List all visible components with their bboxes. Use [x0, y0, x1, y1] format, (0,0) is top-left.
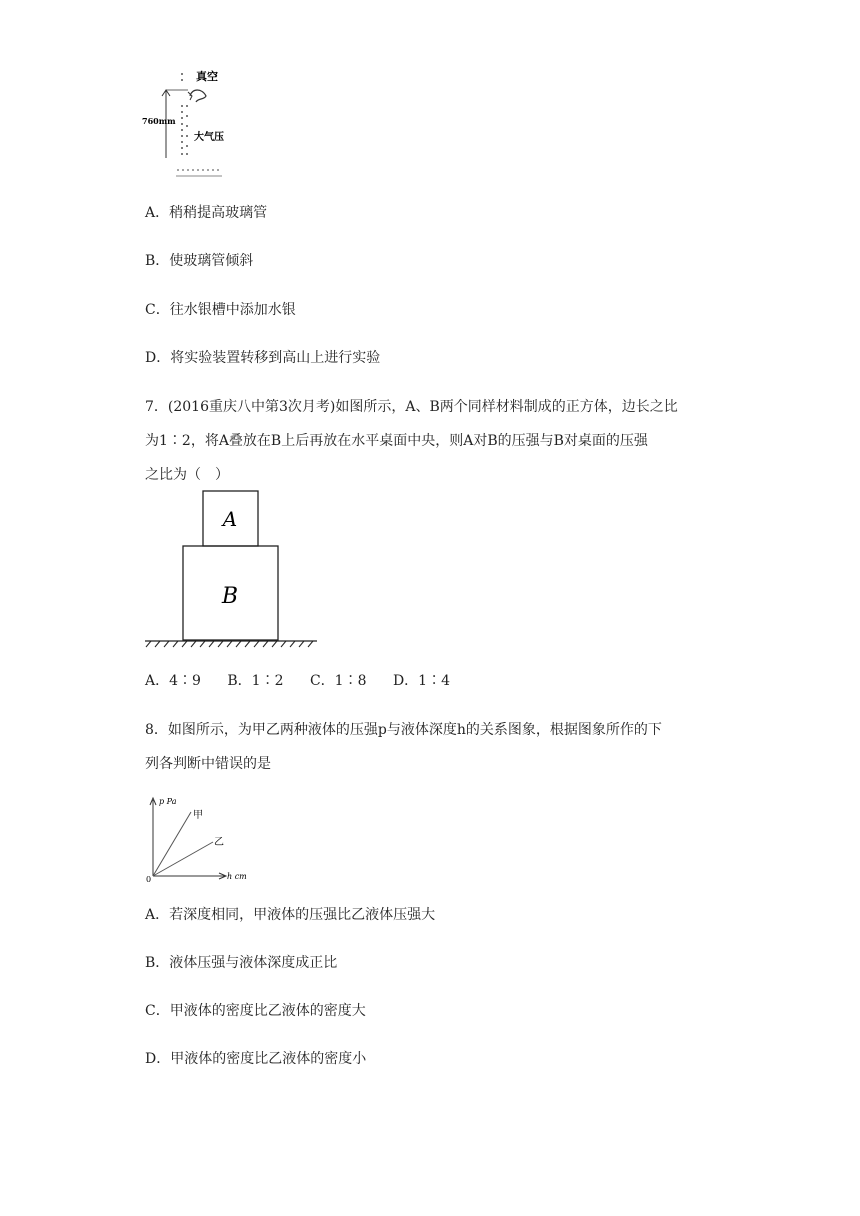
- q8-option-a: A．若深度相同，甲液体的压强比乙液体压强大: [145, 907, 436, 923]
- q7-option-a: A．4∶9: [145, 673, 201, 689]
- q6-option-c: C．往水银槽中添加水银: [145, 302, 296, 318]
- q6-option-d: D．将实验装置转移到高山上进行实验: [145, 350, 381, 366]
- q8-stem-line1: 8．如图所示，为甲乙两种液体的压强p与液体深度h的关系图象，根据图象所作的下: [145, 722, 662, 738]
- origin-label: 0: [146, 875, 152, 884]
- q8-option-d: D．甲液体的密度比乙液体的密度小: [145, 1051, 367, 1067]
- q7-stem-line2: 为1∶2，将A叠放在B上后再放在水平桌面中央，则A对B的压强与B对桌面的压强: [145, 433, 648, 449]
- stacked-blocks-figure: [143, 488, 321, 648]
- line-jia: [153, 812, 191, 876]
- q7-option-c: C．1∶8: [309, 673, 367, 689]
- q8-stem-line2: 列各判断中错误的是: [145, 756, 271, 772]
- glass-tube: [181, 73, 188, 155]
- atm-label: 大气压: [194, 132, 224, 143]
- mercury-dish: [177, 169, 219, 171]
- q7-option-b: B．1∶2: [227, 673, 284, 689]
- vacuum-label: 真空: [196, 70, 218, 83]
- q8-option-c: C．甲液体的密度比乙液体的密度大: [145, 1003, 366, 1019]
- line-yi: [153, 842, 213, 876]
- q7-option-d: D．1∶4: [392, 673, 450, 689]
- q7-stem-line1: 7．(2016重庆八中第3次月考)如图所示，A、B两个同样材料制成的正方体，边长之比: [145, 399, 678, 415]
- q7-options: [145, 671, 472, 691]
- block-a-label: A: [222, 507, 238, 531]
- table-hatching: [146, 641, 313, 647]
- pressure-depth-graph: [143, 790, 253, 886]
- q7-stem: [145, 390, 720, 492]
- y-axis-label: p Pa: [159, 797, 177, 806]
- q8-stem: [145, 713, 720, 781]
- line-jia-label: 甲: [193, 810, 203, 821]
- q7-stem-line3: 之比为（ ）: [145, 467, 229, 483]
- q6-option-a: A．稍稍提高玻璃管: [145, 205, 268, 221]
- q8-option-b: B．液体压强与液体深度成正比: [145, 955, 338, 971]
- barometer-figure: [140, 66, 250, 184]
- x-axis-label: h cm: [227, 872, 247, 881]
- block-b-label: B: [221, 584, 239, 609]
- height-label: 760mm: [142, 116, 176, 126]
- q6-option-b: B．使玻璃管倾斜: [145, 253, 254, 269]
- line-yi-label: 乙: [214, 837, 224, 848]
